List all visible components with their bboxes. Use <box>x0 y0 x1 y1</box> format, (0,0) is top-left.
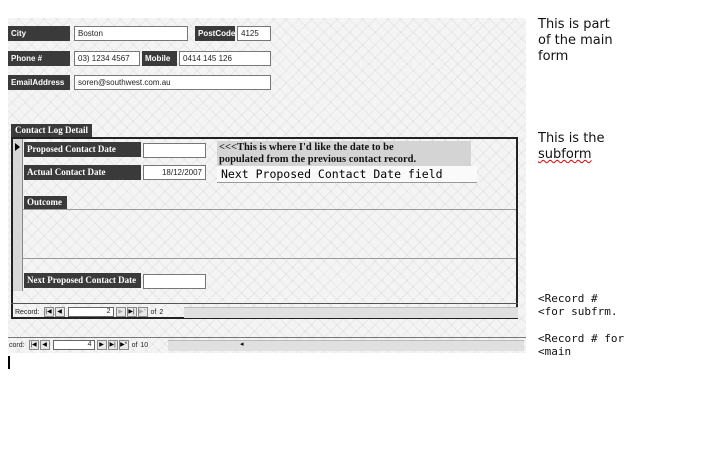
actual-contact-date-field[interactable]: 18/12/2007 <box>143 165 206 180</box>
subform-record-annotation-line1: <Record # <box>538 292 598 305</box>
subform-record-navigator <box>15 307 163 317</box>
subform-annotation-line1: This is the <box>538 131 605 146</box>
main-record-annotation <box>538 332 624 358</box>
subform-record-annotation <box>538 292 617 318</box>
email-label: EmailAddress <box>8 75 70 90</box>
previous-record-icon[interactable]: ◀ <box>55 307 65 317</box>
main-nav-divider <box>8 337 526 338</box>
current-record-arrow-icon <box>15 143 20 151</box>
main-last-record-icon[interactable]: ▶| <box>109 342 116 348</box>
subform-horizontal-scrollbar[interactable] <box>184 307 518 318</box>
main-record-label: cord: <box>9 341 25 349</box>
main-form-annotation-line3: form <box>538 49 569 64</box>
subform-record-annotation-line2: <for subfrm. <box>538 305 618 318</box>
last-record-icon[interactable]: ▶| <box>128 309 135 315</box>
subform-annotation <box>538 131 605 163</box>
proposed-contact-date-label: Proposed Contact Date <box>24 142 141 157</box>
instruction-note-line2: populated from the previous contact record. <box>219 154 417 165</box>
main-record-navigator <box>9 340 148 350</box>
main-current-record-input[interactable]: 4 <box>53 340 95 350</box>
phone-field[interactable]: 03) 1234 4567 <box>74 51 140 66</box>
subform-nav-divider <box>11 303 518 304</box>
text-cursor <box>8 356 10 369</box>
main-horizontal-scrollbar[interactable] <box>168 340 524 351</box>
main-next-record-icon[interactable]: ▶ <box>97 340 107 350</box>
subform-record-label: Record: <box>15 308 40 316</box>
main-form-annotation-line2: of the main <box>538 33 613 48</box>
subform-annotation-line2: subform <box>538 147 592 162</box>
main-record-annotation-line2: <main <box>538 345 572 358</box>
phone-label: Phone # <box>8 51 70 66</box>
subform-record-total: 2 <box>159 308 164 316</box>
outcome-field[interactable] <box>22 210 516 258</box>
next-proposed-contact-date-label: Next Proposed Contact Date <box>24 273 141 288</box>
mobile-field[interactable]: 0414 145 126 <box>179 51 271 66</box>
main-record-annotation-line1: <Record # for <box>538 332 625 345</box>
outcome-bottom-divider <box>22 258 516 259</box>
postcode-label: PostCode <box>195 26 235 41</box>
main-first-record-icon[interactable]: |◀ <box>30 342 37 348</box>
main-form-annotation <box>538 17 613 65</box>
main-of-text: of <box>131 341 138 349</box>
actual-contact-date-label: Actual Contact Date <box>24 165 141 180</box>
main-previous-record-icon[interactable]: ◀ <box>40 340 50 350</box>
scroll-left-arrow-icon[interactable]: ◂ <box>240 341 244 348</box>
subform-tab: Contact Log Detail <box>11 124 92 137</box>
first-record-icon[interactable]: |◀ <box>45 309 52 315</box>
next-proposed-contact-date-field[interactable] <box>143 274 206 289</box>
main-record-total: 10 <box>140 341 149 349</box>
subform-of-text: of <box>150 308 157 316</box>
email-field[interactable]: soren@southwest.com.au <box>74 75 271 90</box>
proposed-contact-date-field[interactable] <box>143 143 206 158</box>
city-field[interactable]: Boston <box>74 26 188 41</box>
main-new-record-icon[interactable]: ▶* <box>120 342 128 348</box>
main-form-annotation-line1: This is part <box>538 17 610 32</box>
next-record-icon[interactable]: ▶ <box>116 307 126 317</box>
instruction-note-line1: <<<This is where I'd like the date to be <box>219 142 394 153</box>
mobile-label: Mobile <box>142 51 177 66</box>
new-record-icon[interactable]: ▶* <box>139 309 146 315</box>
subform-current-record-input[interactable]: 2 <box>68 307 114 317</box>
next-proposed-field-caption: Next Proposed Contact Date field <box>217 166 477 183</box>
outcome-label: Outcome <box>24 196 67 209</box>
instruction-note <box>217 141 471 167</box>
city-label: City <box>8 26 70 41</box>
postcode-field[interactable]: 4125 <box>237 26 271 41</box>
